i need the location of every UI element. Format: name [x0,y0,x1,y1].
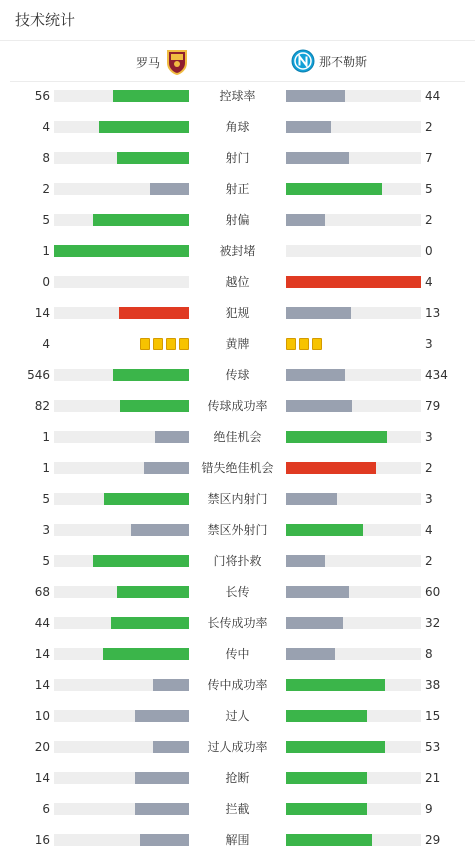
stat-row [0,515,475,546]
yellow-card-icon [179,338,189,350]
stat-label: 射正 [225,182,250,196]
page-title: 技术统计 [15,11,76,29]
stat-label: 过人成功率 [207,740,268,754]
away-stat-value: 9 [425,802,433,816]
stat-row [0,174,475,205]
stat-row [0,825,475,856]
away-stat-bar [286,121,331,133]
home-stat-bar-track [54,462,189,474]
home-stat-bar [135,710,189,722]
stat-row [0,608,475,639]
home-stat-bar-track [54,741,189,753]
home-stat-value: 5 [42,554,50,568]
yellow-card-icon [166,338,176,350]
stat-row [0,422,475,453]
away-stat-bar [286,679,385,691]
stat-label: 禁区内射门 [207,492,268,506]
header-divider [0,40,475,41]
home-stat-bar-track [54,90,189,102]
home-team[interactable] [136,49,188,75]
away-stat-value: 29 [425,833,441,847]
home-stat-value: 0 [42,275,50,289]
home-stat-value: 14 [34,771,50,785]
home-stat-value: 16 [34,833,50,847]
home-stat-value: 546 [27,368,50,382]
away-stat-value: 4 [425,275,433,289]
home-stat-value: 14 [34,678,50,692]
stat-label: 犯规 [225,306,250,320]
home-stat-bar-track [54,276,189,288]
home-stat-bar-track [54,555,189,567]
away-stat-value: 4 [425,523,433,537]
away-stat-value: 434 [425,368,448,382]
home-stat-value: 20 [34,740,50,754]
away-stat-bar [286,648,335,660]
home-stat-bar-track [54,772,189,784]
away-stat-bar [286,400,352,412]
away-stat-bar-track [286,152,421,164]
stat-label: 错失绝佳机会 [201,461,274,475]
away-stat-bar-track [286,369,421,381]
stat-label: 传中 [225,647,250,661]
away-stat-value: 32 [425,616,441,630]
away-stat-value: 2 [425,120,433,134]
away-stat-bar [286,369,345,381]
away-stat-value: 3 [425,430,433,444]
away-stat-bar-track [286,400,421,412]
home-stat-bar [103,648,189,660]
stat-row [0,360,475,391]
away-stat-bar [286,276,421,288]
home-stat-value: 8 [42,151,50,165]
home-stat-bar [155,431,189,443]
home-stat-bar-track [54,648,189,660]
home-stat-bar [119,307,189,319]
away-stat-bar-track [286,679,421,691]
away-stat-bar-track [286,710,421,722]
home-stat-bar-track [54,710,189,722]
home-stat-bar [153,679,189,691]
away-stat-bar-track [286,617,421,629]
stat-row [0,391,475,422]
away-stat-bar [286,555,325,567]
stat-label: 传球 [225,368,250,382]
home-stat-value: 1 [42,430,50,444]
home-stat-bar-track [54,369,189,381]
home-stat-value: 2 [42,182,50,196]
away-stat-bar [286,152,349,164]
home-stat-bar [104,493,189,505]
home-stat-value: 14 [34,647,50,661]
away-team[interactable] [291,49,367,73]
home-stat-value: 82 [34,399,50,413]
home-stat-bar [113,369,189,381]
stat-row [0,81,475,112]
yellow-card-icon [140,338,150,350]
yellow-card-icon [153,338,163,350]
stat-label: 黄牌 [225,337,250,351]
roma-crest-icon [166,49,188,75]
home-stat-bar-track [54,617,189,629]
away-stat-value: 7 [425,151,433,165]
away-stat-bar [286,307,351,319]
home-stat-bar-track [54,214,189,226]
home-stat-bar-track [54,431,189,443]
home-stat-value: 56 [34,89,50,103]
home-stat-bar-track [54,524,189,536]
home-stat-bar [144,462,189,474]
away-stat-value: 13 [425,306,441,320]
home-stat-bar-track [54,493,189,505]
home-stat-bar [93,555,189,567]
stat-row [0,546,475,577]
stat-label: 绝佳机会 [213,430,262,444]
home-stat-bar [150,183,189,195]
away-stat-bar [286,431,387,443]
home-stat-bar-track [54,834,189,846]
away-stat-bar-track [286,431,421,443]
away-stat-value: 60 [425,585,441,599]
stat-label: 射偏 [225,213,250,227]
home-stat-bar-track [54,245,189,257]
stat-label: 解围 [225,833,250,847]
away-stat-value: 2 [425,213,433,227]
away-stat-bar [286,617,343,629]
stat-label: 角球 [225,120,250,134]
home-stat-bar-track [54,586,189,598]
stat-label: 门将扑救 [213,554,262,568]
stat-label: 抢断 [225,771,250,785]
home-stat-bar [93,214,189,226]
home-stat-bar [99,121,189,133]
away-stat-bar-track [286,462,421,474]
stat-row [0,639,475,670]
home-stat-value: 5 [42,213,50,227]
away-stat-bar-track [286,245,421,257]
home-stat-value: 1 [42,461,50,475]
away-stat-value: 3 [425,492,433,506]
away-stat-value: 44 [425,89,441,103]
away-stat-value: 8 [425,647,433,661]
away-stat-bar-track [286,183,421,195]
yellow-card-icon [312,338,322,350]
stat-row [0,143,475,174]
away-stat-value: 5 [425,182,433,196]
away-stat-bar-track [286,741,421,753]
home-stat-bar-track [54,183,189,195]
stat-row [0,670,475,701]
away-stat-value: 53 [425,740,441,754]
away-stat-bar [286,214,325,226]
away-stat-bar [286,462,376,474]
away-stat-bar-track [286,834,421,846]
home-stat-value: 10 [34,709,50,723]
stat-label: 拦截 [225,802,250,816]
home-stat-bar [113,90,189,102]
home-stat-value: 3 [42,523,50,537]
away-stat-bar [286,586,349,598]
home-stat-value: 44 [34,616,50,630]
away-stat-bar [286,710,367,722]
away-stat-value: 15 [425,709,441,723]
away-stat-bar [286,834,372,846]
stat-row [0,329,475,360]
stat-label: 被封堵 [219,244,256,258]
stat-row [0,577,475,608]
teams-header [0,44,475,80]
away-stat-value: 38 [425,678,441,692]
away-stat-bar [286,90,345,102]
away-stat-bar-track [286,772,421,784]
away-stat-bar [286,772,367,784]
home-stat-bar [111,617,189,629]
stat-label: 越位 [225,275,250,289]
away-stat-value: 79 [425,399,441,413]
home-stat-value: 1 [42,244,50,258]
stat-label: 射门 [225,151,250,165]
away-stat-bar-track [286,524,421,536]
stat-row [0,236,475,267]
away-stat-bar-track [286,121,421,133]
home-stat-bar-track [54,679,189,691]
home-stat-bar [54,245,189,257]
stat-row [0,298,475,329]
home-stat-bar [120,400,189,412]
stat-label: 长传成功率 [207,616,268,630]
stat-label: 过人 [225,709,250,723]
yellow-card-icon [286,338,296,350]
away-stat-bar-track [286,803,421,815]
home-stat-value: 6 [42,802,50,816]
home-stat-bar-track [54,152,189,164]
stat-row [0,794,475,825]
away-stat-bar-track [286,307,421,319]
away-stat-bar-track [286,648,421,660]
stat-row [0,763,475,794]
stat-label: 控球率 [219,89,256,103]
stat-label: 禁区外射门 [207,523,268,537]
stat-label: 长传 [225,585,250,599]
home-stat-bar [117,152,189,164]
home-stat-bar [131,524,189,536]
stat-row [0,484,475,515]
away-stat-bar-track [286,276,421,288]
home-stat-value: 4 [42,120,50,134]
stat-row [0,732,475,763]
away-stat-bar-track [286,586,421,598]
away-stat-bar-track [286,214,421,226]
home-stat-bar [140,834,189,846]
away-yellow-cards [286,338,322,351]
away-stat-bar-track [286,555,421,567]
home-team-name: 罗马 [135,55,160,70]
stat-label: 传球成功率 [207,399,268,413]
away-stat-bar [286,524,363,536]
away-stat-bar [286,741,385,753]
away-stat-value: 2 [425,461,433,475]
yellow-card-icon [299,338,309,350]
home-stat-bar [117,586,189,598]
home-stat-bar [135,803,189,815]
home-stat-value: 4 [42,337,50,351]
home-stat-value: 14 [34,306,50,320]
away-stat-value: 2 [425,554,433,568]
stat-row [0,205,475,236]
away-stat-bar-track [286,90,421,102]
stat-row [0,453,475,484]
away-team-name: 那不勒斯 [319,54,368,69]
stat-label: 传中成功率 [207,678,268,692]
napoli-crest-icon [291,49,315,73]
away-stat-bar [286,493,337,505]
away-stat-value: 0 [425,244,433,258]
away-stat-value: 3 [425,337,433,351]
stat-row [0,112,475,143]
stat-row [0,267,475,298]
away-stat-bar-track [286,493,421,505]
home-stat-bar [135,772,189,784]
home-stat-bar-track [54,307,189,319]
home-stat-value: 68 [34,585,50,599]
home-stat-bar [153,741,189,753]
home-stat-bar-track [54,803,189,815]
away-stat-value: 21 [425,771,441,785]
home-stat-bar-track [54,121,189,133]
stat-row [0,701,475,732]
away-stat-bar [286,803,367,815]
away-stat-bar [286,183,382,195]
home-yellow-cards [140,338,189,351]
home-stat-value: 5 [42,492,50,506]
home-stat-bar-track [54,400,189,412]
